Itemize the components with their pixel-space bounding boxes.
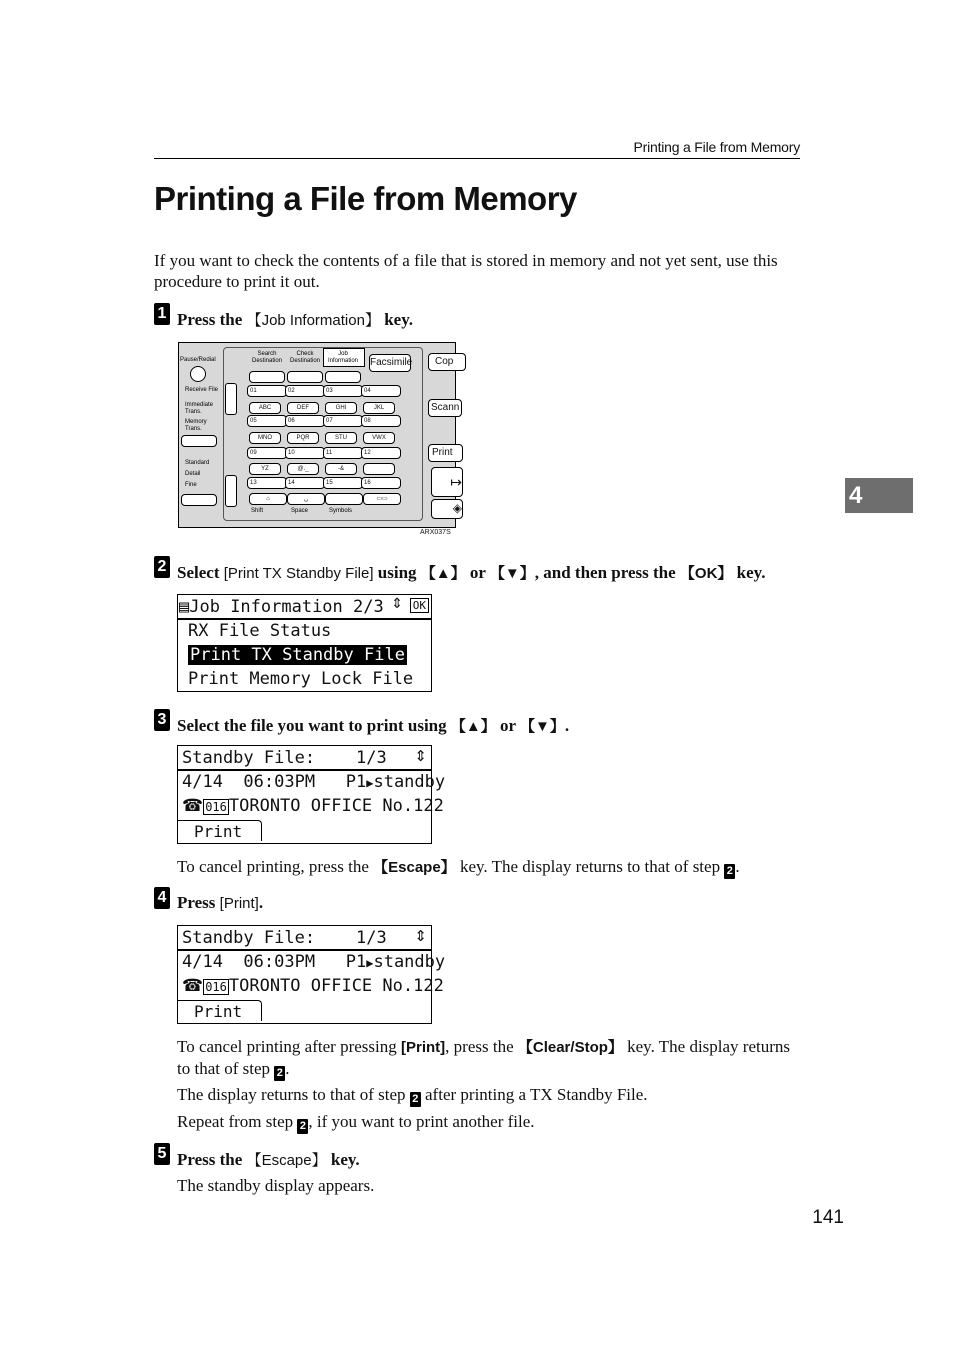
energy-saver-key: ◈	[431, 499, 463, 519]
qt-16: 16	[361, 477, 401, 489]
step-4-pre: Press	[177, 893, 220, 912]
lcd3-dest-badge: 016	[205, 980, 227, 994]
scanner-key: Scann	[428, 399, 462, 417]
lcd3-destination: TORONTO OFFICE No.122	[228, 976, 444, 996]
step-5-post: key.	[326, 1150, 360, 1169]
up-arrow-key-3: 【▲】	[450, 718, 496, 735]
step-1-text	[177, 309, 413, 330]
pause-redial-label: Pause/Redial	[180, 357, 216, 363]
lcd2-line1	[178, 770, 446, 794]
symbols-label: Symbols	[329, 508, 353, 514]
step-2-post: key.	[732, 563, 766, 582]
detail-label: Detail	[185, 471, 201, 477]
n4a-step-ref: 2	[274, 1066, 285, 1081]
down-arrow-key-3: 【▼】	[520, 718, 565, 735]
escape-key-5: 【Escape】	[246, 1152, 327, 1169]
lcd1-item-memory-lock: Print Memory Lock File	[188, 669, 414, 689]
n3-pre: To cancel printing, press the	[177, 857, 374, 876]
step-1-pre: Press the	[177, 310, 247, 329]
step-2-mid1: using	[373, 563, 421, 582]
lcd2-dest-badge: 016	[205, 800, 227, 814]
ok-key: 【OK】	[679, 565, 733, 582]
step-3-pre: Select the file you want to print using	[177, 716, 451, 735]
chapter-tab: 4	[845, 478, 913, 513]
symbols-key	[325, 493, 363, 505]
control-panel-illustration	[178, 342, 462, 528]
n3-post: key. The display returns to that of step	[455, 857, 725, 876]
n4a-mid: , press the	[445, 1037, 518, 1056]
lcd-job-information	[177, 594, 432, 692]
lcd3-title: Standby File: 1/3	[182, 928, 387, 948]
qt-vwx: VWX	[363, 432, 395, 444]
lcd3-line1	[178, 950, 446, 974]
qt-dash: -&	[325, 463, 357, 475]
lcd2-title: Standby File: 1/3	[182, 748, 387, 768]
qt-abc: ABC	[249, 402, 281, 414]
job-information-key: 【Job Information】	[246, 312, 380, 329]
job-information-label: Job Information	[327, 351, 358, 364]
facsimile-key: Facsimile	[369, 354, 411, 372]
print-key: [Print]	[219, 895, 259, 912]
qt-15: 15	[323, 477, 363, 489]
qt-12: 12	[361, 447, 401, 459]
lcd3-line2	[178, 974, 444, 998]
step-5-pre: Press the	[177, 1150, 247, 1169]
lcd3-print-button: Print	[178, 1000, 262, 1021]
shift-label: Shift	[251, 508, 264, 514]
lcd2-destination: TORONTO OFFICE No.122	[228, 796, 444, 816]
receive-file-label: Receive File	[185, 387, 219, 393]
lcd-standby-file-1	[177, 745, 446, 844]
immediate-trans-label: Immediate Trans.	[185, 402, 214, 415]
updown-icon-2: ⇕	[414, 747, 427, 765]
lcd2-line2	[178, 794, 444, 818]
qt-def: DEF	[287, 402, 319, 414]
lcd3-status: standby	[373, 952, 446, 972]
scroll-up-key	[225, 383, 237, 415]
qt-05: 05	[247, 415, 287, 427]
lcd1-item-rx: RX File Status	[188, 621, 332, 641]
space-key: ␣	[287, 493, 325, 505]
n4b-pre: The display returns to that of step	[177, 1085, 410, 1104]
qt-ghi: GHI	[325, 402, 357, 414]
qt-jkl: JKL	[363, 402, 395, 414]
lcd2-datetime: 4/14 06:03PM P1	[182, 772, 367, 792]
lcd1-item-print-tx	[178, 643, 431, 667]
step-5-text	[177, 1149, 360, 1170]
step-3-note	[177, 856, 740, 879]
play-icon: ▶	[366, 776, 374, 790]
phone-icon: ☎	[182, 796, 204, 816]
lcd1-selected-item: Print TX Standby File	[190, 645, 405, 665]
lcd2-status: standby	[373, 772, 446, 792]
figure-caption: ARX037S	[420, 529, 451, 536]
shift-key: ⌂	[249, 493, 287, 505]
list-icon: ▤	[179, 597, 190, 617]
space-label: Space	[291, 508, 309, 514]
n4a-pre: To cancel printing after pressing	[177, 1037, 401, 1056]
char-key: ▭▭	[363, 493, 401, 505]
interrupt-key: ↦	[431, 467, 463, 497]
qt-13: 13	[247, 477, 287, 489]
qt-at: @._	[287, 463, 319, 475]
updown-icon-3: ⇕	[414, 927, 427, 945]
qt-08: 08	[361, 415, 401, 427]
up-arrow-key: 【▲】	[420, 565, 466, 582]
qt-03: 03	[323, 385, 363, 397]
step-4-note-b	[177, 1084, 648, 1107]
qt-06: 06	[285, 415, 325, 427]
step-4-note-a	[177, 1036, 800, 1081]
phone-icon: ☎	[182, 976, 204, 996]
step-5-note: The standby display appears.	[177, 1176, 375, 1195]
step-2-badge: 2	[154, 556, 170, 578]
resolution-key	[181, 494, 217, 506]
n4a-end: .	[285, 1059, 290, 1078]
step-5-badge: 5	[154, 1143, 170, 1165]
lcd1-title: Job Information 2/3	[189, 597, 384, 617]
printer-key: Print	[428, 444, 463, 462]
n4a-post: key. The display returns to that of step	[177, 1037, 791, 1078]
down-arrow-key: 【▼】	[489, 565, 535, 582]
n3-end: .	[735, 857, 740, 876]
escape-key: 【Escape】	[373, 859, 456, 876]
qt-mno: MNO	[249, 432, 281, 444]
step-3-mid: or	[495, 716, 520, 735]
qt-yz: YZ	[249, 463, 281, 475]
qt-07: 07	[323, 415, 363, 427]
qt-14: 14	[285, 477, 325, 489]
print-key-ref: [Print]	[400, 1039, 446, 1056]
play-icon: ▶	[366, 956, 374, 970]
lcd1-ok-badge: OK	[410, 598, 429, 613]
page-number: 141	[812, 1207, 844, 1228]
left-mode-key	[181, 435, 217, 447]
qt-04: 04	[361, 385, 401, 397]
step-2-mid2: or	[465, 563, 490, 582]
n3-step-ref: 2	[724, 864, 735, 879]
copy-key: Cop	[428, 353, 466, 371]
intro-paragraph: If you want to check the contents of a file that is stored in memory and not yet sent, use this procedure to print it out.	[154, 251, 778, 291]
step-1-post: key.	[379, 310, 414, 329]
standard-label: Standard	[185, 460, 210, 466]
qt-09: 09	[247, 447, 287, 459]
page-title: Printing a File from Memory	[154, 180, 577, 217]
step-1-badge: 1	[154, 303, 170, 325]
search-destination-key	[249, 371, 285, 383]
n4b-post: after printing a TX Standby File.	[420, 1085, 648, 1104]
step-2-mid3: , and then press the	[534, 563, 680, 582]
step-2-text	[177, 562, 765, 583]
job-information-key-illus	[325, 371, 361, 383]
n4c-pre: Repeat from step	[177, 1112, 298, 1131]
scroll-down-key	[225, 475, 237, 507]
step-4-text	[177, 893, 263, 913]
fine-label: Fine	[185, 482, 197, 488]
step-4-post: .	[258, 893, 264, 912]
check-destination-key	[287, 371, 323, 383]
print-tx-standby-key: [Print TX Standby File]	[223, 565, 374, 582]
search-destination-label: Search Destination	[251, 351, 283, 364]
step-4-badge: 4	[154, 887, 170, 909]
header-rule	[154, 158, 800, 159]
memory-trans-label: Memory Trans.	[185, 419, 207, 432]
qt-10: 10	[285, 447, 325, 459]
n4b-step-ref: 2	[410, 1092, 421, 1107]
qt-01: 01	[247, 385, 287, 397]
running-header: Printing a File from Memory	[633, 139, 800, 155]
lcd-standby-file-2	[177, 925, 446, 1024]
check-destination-label: Check Destination	[289, 351, 321, 364]
step-3-post: .	[564, 716, 570, 735]
step-4-note-c	[177, 1111, 535, 1134]
step-3-text	[177, 715, 569, 736]
n4c-step-ref: 2	[297, 1119, 308, 1134]
pause-redial-button	[190, 366, 206, 382]
step-3-badge: 3	[154, 709, 170, 731]
updown-icon: ⇕	[391, 596, 403, 612]
n4c-post: , if you want to print another file.	[308, 1112, 535, 1131]
clear-stop-key: 【Clear/Stop】	[517, 1039, 623, 1056]
qt-pqr: PQR	[287, 432, 319, 444]
qt-02: 02	[285, 385, 325, 397]
step-2-pre: Select	[177, 563, 224, 582]
qt-stu: STU	[325, 432, 357, 444]
qt-11: 11	[323, 447, 363, 459]
lcd3-datetime: 4/14 06:03PM P1	[182, 952, 367, 972]
lcd2-print-button: Print	[178, 820, 262, 841]
qt-blank	[363, 463, 395, 475]
